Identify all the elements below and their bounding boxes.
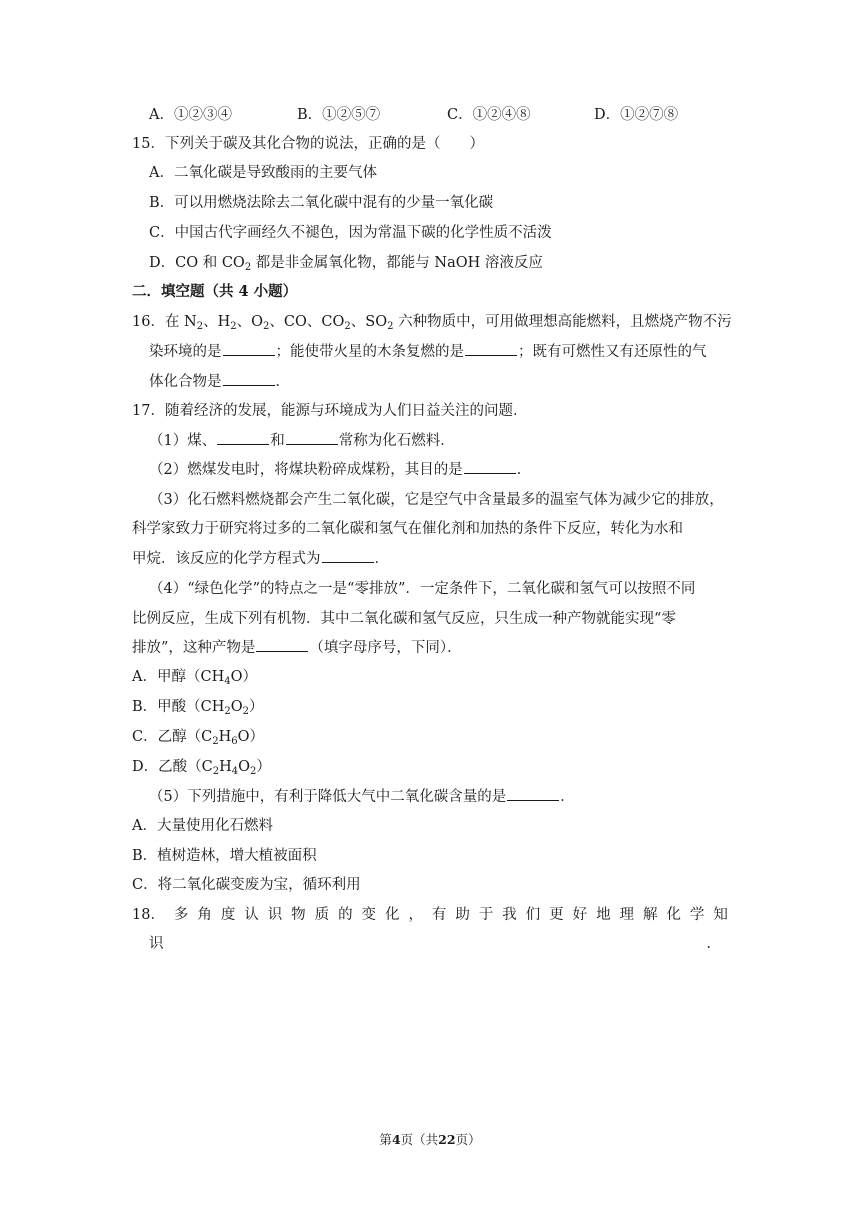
- q15-option-c: C．中国古代字画经久不褪色，因为常温下碳的化学性质不活泼: [149, 225, 552, 241]
- q17-part-4-line-2: 比例反应，生成下列有机物．其中二氧化碳和氢气反应，只生成一种产物就能实现“零: [132, 611, 676, 627]
- q16-line-3: 体化合物是 ．: [149, 371, 290, 393]
- page-total: 22: [438, 1132, 456, 1147]
- section-heading-fill-in: 二．填空题（共 4 小题）: [132, 283, 298, 300]
- q15-option-b: B．可以用燃烧法除去二氧化碳中混有的少量一氧化碳: [149, 195, 494, 211]
- q17-part-4-line-3: 排放”，这种产物是 （填字母序号，下同）．: [132, 637, 462, 659]
- answer-blank[interactable]: [223, 341, 275, 356]
- answer-blank[interactable]: [286, 430, 338, 445]
- q14-option-c: C．①②④⑧: [447, 107, 531, 123]
- q17-part-5-option-a: A．大量使用化石燃料: [132, 818, 273, 834]
- page-number: 4: [391, 1132, 401, 1147]
- q14-option-a: A．①②③④: [149, 107, 232, 123]
- q17-part-1: （1）煤、 和 常称为化石燃料．: [149, 430, 455, 452]
- q15-option-a: A．二氧化碳是导致酸雨的主要气体: [149, 165, 377, 181]
- answer-blank[interactable]: [465, 341, 517, 356]
- q18-line-1: 18． 多 角 度 认 识 物 质 的 变 化 ， 有 助 于 我 们 更 好 地 理 解 化 学 知: [132, 904, 728, 926]
- q17-part-4-line-1: （4）“绿色化学”的特点之一是“零排放”．一定条件下，二氧化碳和氢气可以按照不同: [149, 581, 696, 597]
- q15-option-d: D．CO 和 $CO_2$ 都是非金属氧化物，都能与 NaOH 溶液反应: [149, 255, 543, 273]
- q14-option-d: D．①②⑦⑧: [594, 107, 679, 123]
- q18-line-2: 识 ．: [149, 936, 721, 952]
- q17-stem: 17．随着经济的发展，能源与环境成为人们日益关注的问题．: [132, 403, 528, 419]
- q16-line-1: 16．在 $N_2$、$H_2$、$O_2$、CO、$CO_2$、$SO_2$ 六种物质中，可用做理想高能燃料，且燃烧产物不污: [132, 314, 732, 332]
- q16-line-2: 染环境的是 ；能使带火星的木条复燃的是 ；既有可燃性又有还原性的气: [149, 341, 707, 363]
- q17-option-c: C．乙醇$(C_2H_6O)$: [132, 729, 264, 747]
- q17-option-a: A．甲醇$(CH_4O)$: [132, 669, 257, 687]
- q15-stem: 15．下列关于碳及其化合物的说法，正确的是（ ）: [132, 136, 484, 152]
- q14-option-b: B．①②⑤⑦: [297, 107, 381, 123]
- q18-number: 18．: [132, 907, 165, 923]
- answer-blank[interactable]: [217, 430, 269, 445]
- answer-blank[interactable]: [322, 548, 374, 563]
- answer-blank[interactable]: [507, 786, 559, 801]
- q17-part-3-line-1: （3）化石燃料燃烧都会产生二氧化碳，它是空气中含量最多的温室气体为减少它的排放，: [149, 492, 724, 508]
- q17-part-3-line-3: 甲烷．该反应的化学方程式为 ．: [132, 548, 389, 570]
- q17-part-5-option-b: B．植树造林，增大植被面积: [132, 848, 317, 864]
- q17-part-3-line-2: 科学家致力于研究将过多的二氧化碳和氢气在催化剂和加热的条件下反应，转化为水和: [132, 521, 683, 537]
- answer-blank[interactable]: [256, 637, 308, 652]
- page-footer: 第4页（共22页）: [379, 1132, 481, 1147]
- q17-part-5-option-c: C．将二氧化碳变废为宝，循环利用: [132, 877, 361, 893]
- q17-option-b: B．甲酸$(CH_2O_2)$: [132, 699, 264, 717]
- q17-option-d: D．乙酸$(C_2H_4O_2)$: [132, 759, 271, 777]
- answer-blank[interactable]: [223, 371, 275, 386]
- q17-part-2: （2）燃煤发电时，将煤块粉碎成煤粉，其目的是 ．: [149, 459, 531, 481]
- answer-blank[interactable]: [464, 459, 516, 474]
- q17-part-5: （5）下列措施中，有利于降低大气中二氧化碳含量的是 ．: [149, 786, 575, 808]
